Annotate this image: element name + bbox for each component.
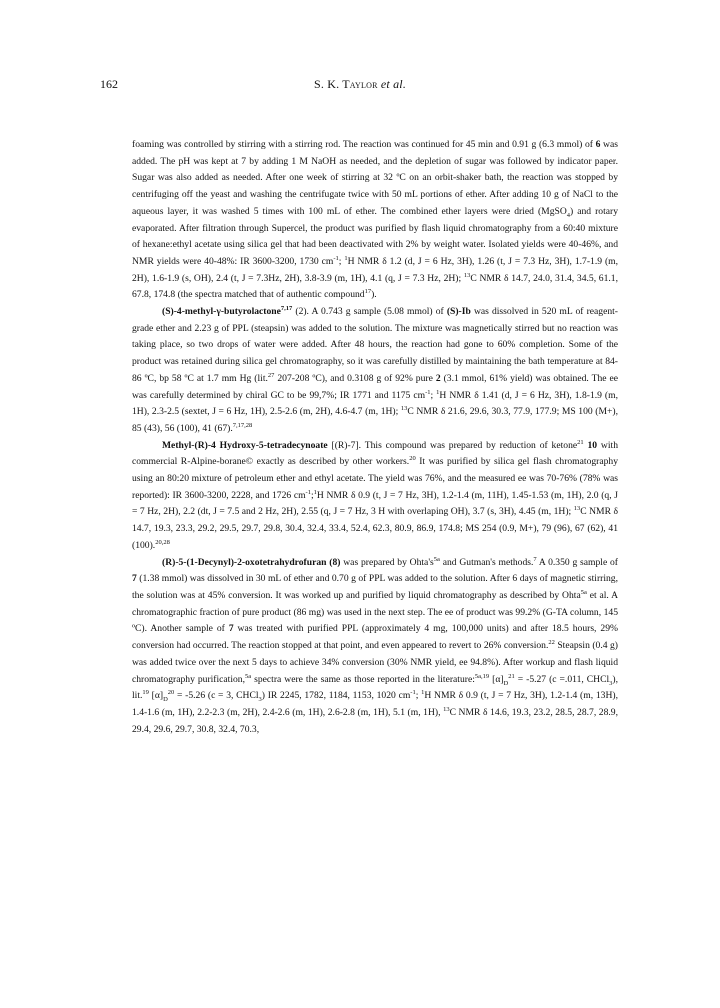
- paragraph-oxotetrahydrofuran: (R)-5-(1-Decynyl)-2-oxotetrahydrofuran (8) was prepared by $Ohta's^{5a}$ and Gutman's methods.$^7$ A 0.350 g sample of 7 (1.38 mmol) was dissolved in 30 mL of ether and 0.70 g of PPL was added to the solution. After 6 days of magnetic stirring, the solution was at 45% conversion. It was worked up and purified by liquid chromatography as described by Ohta$^{5a}$ et al. A chromatographic fraction of pure product (86 mg) was used in the next step. The ee of product was 99.2% (G-TA column, 145 ºC). Another sample of 7 was treated with purified PPL (approximately 4 mg, 100,000 units) and after 18.5 hours, 29% conversion had occurred. The reaction stopped at that point, and even appeared to revert to 26% conversion.$^{22}$ Steapsin (0.4 g) was added twice over the next 5 days to achieve 34% conversion (30% NMR yield, ee 94.8%). After workup and flash liquid chromatography purification,$^{5a}$ spectra were the same as those reported in the literature:$^{5a,19}$ $[\alpha]_D^{21} = -5.27$ (c =.011, CHCl$_3$), lit.$^{19}$ $[\alpha]_D^{20} = -5.26$ (c = 3, CHCl$_3$) IR 2245, 1782, 1184, 1153, 1020 $cm^{-1}$; $^1$H NMR δ 0.9 (t, J = 7 Hz, 3H), 1.2-1.4 (m, 13H), 1.4-1.6 (m, 1H), 2.2-2.3 (m, 2H), 2.4-2.6 (m, 1H), 2.6-2.8 (m, 1H), 5.1 (m, 1H), $^{13}$C NMR δ 14.6, 19.3, 23.2, 28.5, 28.7, 28.9, 29.4, 29.6, 29.7, 30.8, 32.4, 70.3,: [132, 555, 618, 735]
- paragraph-butyrolactone: (S)-4-methyl-γ-butyrolactone$^{7,17}$ (2). A 0.743 g sample (5.08 mmol) of (S)-Ib was dissolved in 520 mL of reagent-grade ether and 2.23 g of PPL (steapsin) was added to the solution. The mixture was magnetically stirred but no reaction was taking place, so two drops of water were added. After 48 hours, the reaction had gone to 60% completion. Some of the product was retained during silica gel chromatography, so it was carefully distilled by maintaining the bath temperature at 84-86 ºC, bp 58 ºC at 1.7 mm Hg (lit.$^{27}$ 207-208 ºC), and 0.3108 g of 92% pure 2 (3.1 mmol, 61% yield) was obtained. The ee was carefully determined by chiral GC to be 99,7%; IR 1771 and 1175 $cm^{-1}$; $^1$H NMR δ 1.41 (d, J = 6 Hz, 3H), 1.8-1.9 (m, 1H), 2.3-2.5 (sextet, J = 6 Hz, 1H), 2.5-2.6 (m, 2H), 4.6-4.7 (m, 1H); $^{13}$C NMR δ 21.6, 29.6, 30.3, 77.9, 177.9; MS 100 (M+), 85 (43), 56 (100), 41 (67).$^{7,17,28}$: [132, 304, 619, 434]
- compound-heading-butyrolactone: (S)-4-methyl-γ-butyrolactone$^{7,17}$: [162, 304, 293, 318]
- running-head-author: S. K. Taylor: [313, 77, 378, 91]
- page-header: [100, 77, 620, 95]
- running-head-etal: et al.: [380, 77, 407, 91]
- running-head: [100, 77, 620, 92]
- body-text: [132, 137, 618, 738]
- paragraph-tetradecynoate: Methyl-(R)-4 Hydroxy-5-tetradecynoate [(R)-7]. This compound was prepared by reduction of ketone$^{21}$ 10 with commercial R-Alpine-borane© exactly as described by other workers.$^{20}$ It was purified by silica gel flash chromatography using an 80:20 mixture of petroleum ether and ethyl acetate. The yield was 76%, and the measured ee was 70-76% (78% was reported): IR 3600-3200, 2228, and 1726 $cm^{-1};^1H$ NMR δ 0.9 (t, J = 7 Hz, 3H), 1.2-1.4 (m, 11H), 1.45-1.53 (m, 1H), 2.0 (q, J = 7 Hz, 2H), 2.2 (dt, J = 7.5 and 2 Hz, 2H), 2.55 (q, J = 7 Hz, 3 H with overlaping OH), 3.7 (s, 3H), 4.45 (m, 1H); $^{13}$C NMR δ 14.7, 19.3, 23.3, 29.2, 29.5, 29.7, 29.8, 30.4, 32.4, 33.4, 52.4, 62.3, 80.9, 86.9, 174.8; MS 254 (0.9, M+), 79 (96), 67 (62), 41 (100).$^{20,28}$: [132, 438, 619, 551]
- compound-heading-tetradecynoate: Methyl-(R)-4 Hydroxy-5-tetradecynoate: [162, 439, 328, 451]
- paragraph-procedure-continued: foaming was controlled by stirring with a stirring rod. The reaction was continued for 45 min and 0.91 g (6.3 mmol) of 6 was added. The pH was kept at 7 by adding 1 M NaOH as needed, and the depletion of sugar was followed by indicator paper. Sugar was also added as needed. After one week of stirring at 32 ºC on an orbit-shaker bath, the reaction was stopped by centrifuging off the yeast and washing the centrifugate twice with 50 mL portions of ether. After adding 10 g of NaCl to the aqueous layer, it was washed 5 times with 100 mL of ether. The combined ether layers were dried (MgSO$_4$) and rotary evaporated. After filtration through Supercel, the product was purified by flash liquid chromatography from a 60:40 mixture of hexane:ethyl acetate using silica gel that had been deactivated with 2% by weight water. Isolated yields were 40-46%, and NMR yields were 40-48%: IR 3600-3200, 1730 $cm^{-1}$; $^1$H NMR δ 1.2 (d, J = 6 Hz, 3H), 1.26 (t, J = 7.3 Hz, 3H), 1.7-1.9 (m, 2H), 1.6-1.9 (s, OH), 2.4 (t, J = 7.3Hz, 2H), 3.8-3.9 (m, 1H), 4.1 (q, J = 7.3 Hz, 2H); $^{13}$C NMR δ 14.7, 24.0, 31.4, 34.5, 61.1, 67.8, 174.8 (the spectra matched that of authentic compound$^{17}$).: [132, 139, 618, 301]
- compound-heading-oxotetrahydrofuran: (R)-5-(1-Decynyl)-2-oxotetrahydrofuran: [162, 556, 327, 568]
- page-number: 162: [100, 77, 118, 91]
